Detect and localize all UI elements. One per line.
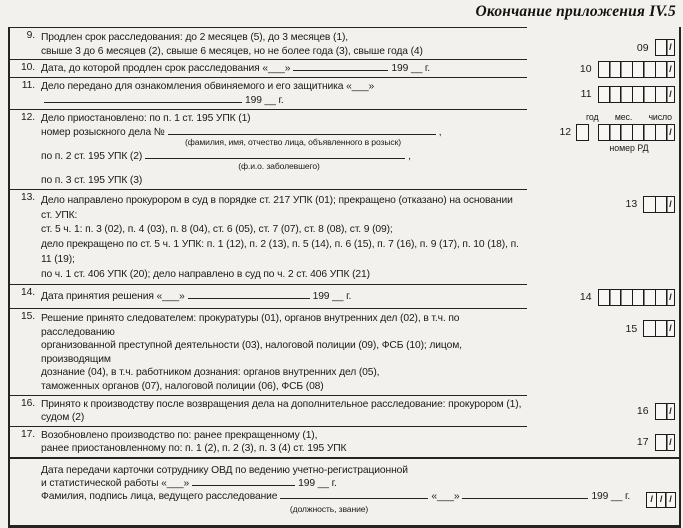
footer-label: Фамилия, подпись лица, ведущего расследование xyxy=(41,491,278,503)
footer-slash-boxes xyxy=(646,492,676,508)
row-line: Принято к производству после возвращения дела на дополнительное расследование: прокурором (1), судом (2) xyxy=(41,398,522,424)
entry-boxes xyxy=(655,403,675,420)
blank-line xyxy=(168,126,436,135)
slash-box: / xyxy=(646,492,657,508)
code-number: 13 xyxy=(625,198,638,211)
blank-caption: (должность, звание) xyxy=(289,503,369,514)
row-number: 15. xyxy=(10,309,38,396)
blank-line xyxy=(293,62,388,71)
code-number: 16 xyxy=(636,405,649,418)
row-line: Продлен срок расследования: до 2 месяцев (5), до 3 месяцев (1), xyxy=(41,32,348,43)
form-row-10 xyxy=(10,60,679,78)
slash-box: / xyxy=(666,289,675,306)
code-number: 12 xyxy=(559,126,572,139)
footer-line xyxy=(41,490,675,503)
row-number: 9. xyxy=(10,27,38,60)
footer-label: и статистической работы «___» xyxy=(41,478,190,490)
code-cell-14 xyxy=(527,285,679,309)
row-label: по п. 2 ст. 195 УПК (2) xyxy=(41,150,143,162)
row-text xyxy=(38,78,527,109)
slash-box: / xyxy=(666,403,675,420)
page-title: Окончание приложения IV.5 xyxy=(475,3,676,20)
slash-box: / xyxy=(666,61,675,78)
date-quote: «___» xyxy=(431,491,460,503)
date-suffix: 199 __ г. xyxy=(391,63,431,75)
slash-box: / xyxy=(666,196,675,213)
rd-number-label: номер РД xyxy=(609,142,649,153)
code-cell-10 xyxy=(527,60,679,78)
row-line: ст. 5 ч. 1: п. 3 (02), п. 4 (03), п. 8 (04), ст. 6 (05), ст. 7 (07), ст. 8 (08), ст. 9 (09); xyxy=(41,224,393,236)
slash-box: / xyxy=(666,86,675,103)
code-cell-16 xyxy=(527,396,679,427)
entry-boxes xyxy=(655,434,675,451)
row-text xyxy=(38,190,527,285)
row-text xyxy=(38,27,527,60)
row-number: 14. xyxy=(10,285,38,309)
label-month: мес. xyxy=(614,111,633,122)
blank-line xyxy=(44,94,242,103)
code-cell-11 xyxy=(527,78,679,109)
blank-line xyxy=(145,150,405,159)
comma: , xyxy=(438,126,442,138)
blank-caption: (ф.и.о. заболевшего) xyxy=(238,161,320,172)
entry-boxes xyxy=(598,289,675,306)
entry-boxes xyxy=(598,86,675,103)
row-text xyxy=(38,427,527,457)
code-cell-9 xyxy=(527,27,679,60)
row-line: по п. 3 ст. 195 УПК (3) xyxy=(41,174,143,186)
blank-line xyxy=(192,477,295,486)
code-number: 09 xyxy=(636,41,649,54)
slash-box: / xyxy=(666,434,675,451)
blank-line xyxy=(280,490,428,499)
date-columns-label xyxy=(586,112,672,122)
blank-line xyxy=(462,490,588,499)
entry-boxes xyxy=(655,39,675,56)
row-text xyxy=(38,309,527,396)
slash-box: / xyxy=(666,320,675,337)
row-number: 10. xyxy=(10,60,38,78)
form-row-12 xyxy=(10,110,679,190)
row-line: дело прекращено по ст. 5 ч. 1 УПК: п. 1 (12), п. 2 (13), п. 5 (14), п. 6 (15), п. 7 (16), п. 9 (17), п. 10 (18), п. 11 (19); xyxy=(41,239,519,266)
blank-line xyxy=(188,290,310,299)
row-number: 11. xyxy=(10,78,38,109)
code-cell-17 xyxy=(527,427,679,457)
slash-box: / xyxy=(666,124,675,141)
row-line: свыше 3 до 6 месяцев (2), свыше 6 месяцев, но не более года (3), свыше года (4) xyxy=(41,45,423,57)
entry-boxes xyxy=(598,124,675,141)
row-text xyxy=(38,110,527,190)
code-number: 14 xyxy=(579,291,592,304)
form-row-13 xyxy=(10,190,679,285)
row-number: 13. xyxy=(10,190,38,285)
code-number: 10 xyxy=(579,63,592,76)
entry-boxes xyxy=(598,61,675,78)
entry-boxes xyxy=(643,320,675,337)
code-cell-13 xyxy=(527,190,679,285)
form-row-16 xyxy=(10,396,679,427)
form-row-9 xyxy=(10,27,679,60)
row-text xyxy=(38,60,527,78)
form-row-17 xyxy=(10,427,679,457)
row-label: номер розыскного дела № xyxy=(41,126,165,138)
date-suffix: 199 __ г. xyxy=(591,491,631,503)
row-line: Дело направлено прокурором в суд в порядке ст. 217 УПК (01); прекращено (отказано) на основании ст. УПК: xyxy=(41,194,513,221)
footer-line xyxy=(41,477,675,490)
code-number: 17 xyxy=(636,436,649,449)
slash-box: / xyxy=(665,492,676,508)
code-number: 15 xyxy=(625,322,638,335)
row-line: Возобновлено производство по: ранее прекращенному (1), xyxy=(41,430,318,442)
row-number: 17. xyxy=(20,429,35,441)
entry-boxes xyxy=(643,196,675,213)
label-year: год xyxy=(586,111,599,122)
date-suffix: 199 __ г. xyxy=(312,291,352,303)
row-number: 12. xyxy=(10,110,38,190)
row-line: организованной преступной деятельности (03), налоговой полиции (09), ФСБ (10); лицом, производящим xyxy=(41,340,462,365)
row-text xyxy=(38,285,527,309)
row-number: 16. xyxy=(10,396,38,427)
footer-block xyxy=(10,457,679,525)
footer-line: Дата передачи карточки сотруднику ОВД по ведению учетно-регистрационной xyxy=(41,465,408,477)
form-row-15 xyxy=(10,309,679,396)
row-text xyxy=(38,396,527,427)
slash-box: / xyxy=(666,39,675,56)
code-number: 11 xyxy=(580,88,592,101)
form-table xyxy=(8,27,681,528)
row-line: дознание (04), в т.ч. работником дознания: органов внутренних дел (05), xyxy=(41,367,380,379)
row-label: Дело передано для ознакомления обвиняемого и его защитника «___» xyxy=(41,81,375,93)
date-suffix: 199 __ г. xyxy=(245,95,284,107)
row-label: Дата принятия решения «___» xyxy=(41,291,185,303)
blank-caption: (фамилия, имя, отчество лица, объявленного в розыск) xyxy=(185,137,401,148)
row-line: ранее приостановленному по: п. 1 (2), п. 2 (3), п. 3 (4) ст. 195 УПК xyxy=(41,442,347,454)
row-line: Решение принято следователем: прокуратуры (01), органов внутренних дел (02), в т.ч. по расследованию xyxy=(41,313,460,338)
form-row-11 xyxy=(10,78,679,109)
row-line: Дело приостановлено: по п. 1 ст. 195 УПК (1) xyxy=(41,112,251,124)
row-line: по ч. 1 ст. 406 УПК (20); дело направлено в суд по ч. 2 ст. 406 УПК (21) xyxy=(41,269,370,281)
code-cell-15 xyxy=(527,309,679,396)
slash-box: / xyxy=(656,492,667,508)
label-day: число xyxy=(648,111,672,122)
row-line: таможенных органов (07), налоговой полиции (06), ФСБ (08) xyxy=(41,381,324,393)
comma: , xyxy=(408,150,411,162)
code-cell-12 xyxy=(527,110,679,190)
form-row-14 xyxy=(10,285,679,309)
entry-box xyxy=(576,124,589,141)
date-suffix: 199 __ г. xyxy=(298,478,337,490)
row-label: Дата, до которой продлен срок расследования «___» xyxy=(41,63,291,75)
